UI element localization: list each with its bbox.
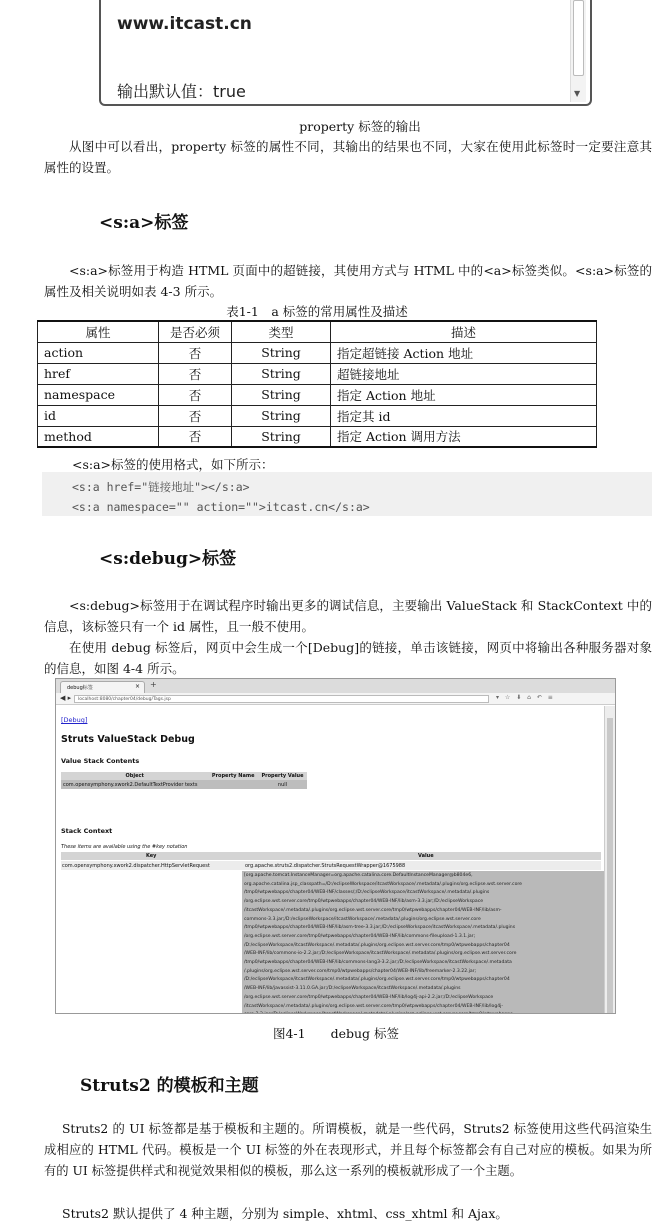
cell-attribute: href [38,363,159,384]
browser-nav-bar [56,693,615,705]
sc-value-line: /tmp0/wtpwebapps/chapter04/WEB-INF/lib/asm-tree-3.3.jar;/D:/eclipseWorkspace/itcastWorkspace/.metadata/.plugins [244,925,516,931]
paragraph-sa-intro: <s:a>标签用于构造 HTML 页面中的超链接，其使用方式与 HTML 中的<a>标签类似。<s:a>标签的属性及相关说明如表 4-3 所示。 [44,263,652,299]
cell-type: String [232,426,331,447]
debug-page-content [56,706,604,1013]
section-heading-template: Struts2 的模板和主题 [80,1076,259,1096]
sc-value-line: org.apache.catalina.jsp_classpath=/D:/eclipseWorkspace/itcastWorkspace/.metadata/.plugins/org.eclipse.wst.server.core [244,881,523,887]
header-cell: 是否必须 [159,321,232,342]
new-tab-icon[interactable]: + [150,680,157,689]
paragraph-debug-intro: <s:debug>标签用于在调试程序时输出更多的调试信息，主要输出 ValueStack 和 StackContext 中的信息，该标签只有一个 id 属性，且一般不使用。 [44,598,652,634]
paragraph-debug-usage: 在使用 debug 标签后，网页中会生成一个[Debug]的链接，单击该链接，网页中将输出各种服务器对象的信息，如图 4-4 所示。 [44,640,652,676]
table-caption: 表1-1 a 标签的常用属性及描述 [226,304,408,319]
a-tag-attributes-table [37,320,597,448]
paragraph-template-intro: Struts2 的 UI 标签都是基于模板和主题的。所谓模板，就是一些代码，Struts2 标签使用这些代码渲染生成相应的 HTML 代码。模板是一个 UI 标签的外在表现形式，并且每个标签都会有自己对应的模板。如果为所有的 UI 标签提供样式和视觉效果相似的模板，那么这一系列的模板就形成了一个主题。 [44,1122,652,1178]
code-block [42,472,652,516]
paragraph-template-themes: Struts2 默认提供了 4 种主题，分别为 simple、xhtml、css_xhtml 和 Ajax。 [62,1206,508,1221]
scroll-down-arrow-icon[interactable]: ▼ [574,89,581,98]
usage-intro: <s:a>标签的使用格式，如下所示： [72,457,274,472]
code-line: <s:a namespace="" action="">itcast.cn</s:a> [72,500,370,514]
stack-context-title: Stack Context [61,827,113,835]
browser-content [107,0,572,100]
sc-value-line: commons-3.3.jar;/D:/eclipseWorkspace/itcastWorkspace/.metadata/.plugins/org.eclipse.wst.server.core [244,916,481,922]
sc-value-line: /org.eclipse.wst.server.core/tmp0/wtpwebapps/chapter04/WEB-INF/lib/log4j-api-2.2.jar;/D:/eclipseWorkspace [244,994,494,1000]
figure-caption-property: property 标签的输出 [299,119,421,134]
cell-attribute: namespace [38,384,159,405]
sc-value-line: [org.apache.tomcat.InstanceManager=org.apache.catalina.core.DefaultInstanceManager@b804e6, [244,873,473,878]
figure-caption-debug: 图4-1 debug 标签 [272,1026,400,1041]
debug-page-screenshot [55,678,616,1014]
tab-title: debug标签 [67,685,93,691]
sc-value-line: /WEB-INF/lib/commons-io-2.2.jar;/D:/eclipseWorkspace/itcastWorkspace/.metadata/.plugins/org.eclipse.wst.server.core [244,951,517,957]
toolbar-icons[interactable]: ▾ ☆ ⬇ ⌂ ↶ ≡ [496,694,555,701]
stack-context-header [61,852,601,860]
table-row [38,426,597,447]
sc-header-key: Key [146,853,157,859]
sc-row-key: com.opensymphony.xwork2.dispatcher.HttpServletRequest [62,862,210,869]
table-row [38,384,597,405]
stack-context-row [61,861,601,870]
cell-description: 超链接地址 [331,363,597,384]
cell-attribute: id [38,405,159,426]
cell-description: 指定其 id [331,405,597,426]
cell-required: 否 [159,342,232,363]
sc-value-line: /D:/eclipseWorkspace/itcastWorkspace/.metadata/.plugins/org.eclipse.wst.server.core/tmp0/wtpwebapps/chapter04 [244,977,510,983]
value-stack-title: Value Stack Contents [61,757,140,765]
vs-cell-property-value: null [258,780,307,789]
cell-type: String [232,363,331,384]
output-url-text: www.itcast.cn [117,14,252,34]
table-header-row [38,321,597,342]
browser-tab[interactable] [60,681,145,693]
table-row [38,342,597,363]
cell-type: String [232,384,331,405]
stack-context-note: These items are available using the #key notation [61,844,188,850]
vs-header-property-name: Property Name [208,772,258,780]
debug-title: Struts ValueStack Debug [61,734,195,745]
cell-required: 否 [159,384,232,405]
header-cell: 类型 [232,321,331,342]
section-heading-sa: <s:a>标签 [99,213,189,233]
output-default-value-text: 输出默认值：true [117,82,246,101]
sc-value-line: /D:/eclipseWorkspace/itcastWorkspace/.metadata/.plugins/org.eclipse.wst.server.core/tmp0/wtpwebapps/chapter04 [244,942,510,948]
section-heading-debug: <s:debug>标签 [99,549,237,569]
vs-header-property-value: Property Value [258,772,307,780]
code-line: <s:a href="链接地址"></s:a> [72,480,250,494]
table-row [38,363,597,384]
address-bar[interactable]: localhost:8080/chapter04/debug/Tags.jsp [74,695,489,703]
cell-description: 指定 Action 地址 [331,384,597,405]
sc-value-line: /org.eclipse.wst.server.core/tmp0/wtpwebapps/chapter04/WEB-INF/lib/asm-3.3.jar;/D:/eclipseWorkspace [244,899,484,905]
vertical-scrollbar[interactable] [570,0,586,102]
sc-row-value: org.apache.struts2.dispatcher.StrutsRequestWrapper@1675988 [245,862,406,869]
scrollbar-thumb[interactable] [607,718,613,1014]
page-scrollbar[interactable] [604,706,615,1013]
cell-required: 否 [159,363,232,384]
sc-value-line: /.plugins/org.eclipse.wst.server.core/tmp0/wtpwebapps/chapter04/WEB-INF/lib/freemarker-2.3.22.jar; [244,968,477,974]
property-output-screenshot [99,0,592,106]
cell-type: String [232,342,331,363]
cell-required: 否 [159,405,232,426]
sc-value-line: /itcastWorkspace/.metadata/.plugins/org.eclipse.wst.server.core/tmp0/wtpwebapps/chapter04/WEB-INF/lib/asm- [244,907,502,913]
cell-description: 指定超链接 Action 地址 [331,342,597,363]
sc-header-value: Value [418,853,434,859]
vs-cell-property-name [208,780,258,789]
header-cell: 描述 [331,321,597,342]
cell-attribute: method [38,426,159,447]
header-cell: 属性 [38,321,159,342]
table-row [38,405,597,426]
paragraph-property-explanation: 从图中可以看出，property 标签的属性不同，其输出的结果也不同，大家在使用此标签时一定要注意其属性的设置。 [44,139,652,175]
stack-context-value-block [242,871,604,1014]
cell-required: 否 [159,426,232,447]
browser-tab-bar [56,679,615,693]
sc-value-line: /org.eclipse.wst.server.core/tmp0/wtpwebapps/chapter04/WEB-INF/lib/commons-fileupload-1.3.1.jar; [244,933,476,939]
scrollbar-thumb[interactable] [573,0,584,76]
sc-value-line [244,1011,602,1014]
cell-type: String [232,405,331,426]
vs-cell-object: com.opensymphony.xwork2.DefaultTextProvider texts [61,780,208,789]
back-forward-icon[interactable]: ◀ ▸ [60,694,72,702]
close-icon[interactable]: × [134,683,140,690]
sc-value-line: /itcastWorkspace/.metadata/.plugins/org.eclipse.wst.server.core/tmp0/wtpwebapps/chapter04/WEB-INF/lib/log4j- [244,1003,504,1009]
debug-link[interactable]: [Debug] [61,716,88,724]
cell-attribute: action [38,342,159,363]
sc-value-line: /tmp0/wtpwebapps/chapter04/WEB-INF/classes/;/D:/eclipseWorkspace/itcastWorkspace/.metadata/.plugins [244,890,490,896]
value-stack-table [61,772,307,789]
sc-value-line: /tmp0/wtpwebapps/chapter04/WEB-INF/lib/commons-lang3-3.2.jar;/D:/eclipseWorkspace/itcastWorkspace/.metadata [244,960,512,966]
sc-value-line: /WEB-INF/lib/javassist-3.11.0.GA.jar;/D:/eclipseWorkspace/itcastWorkspace/.metadata/.plugins [244,986,461,992]
cell-description: 指定 Action 调用方法 [331,426,597,447]
vs-header-object: Object [61,772,208,780]
